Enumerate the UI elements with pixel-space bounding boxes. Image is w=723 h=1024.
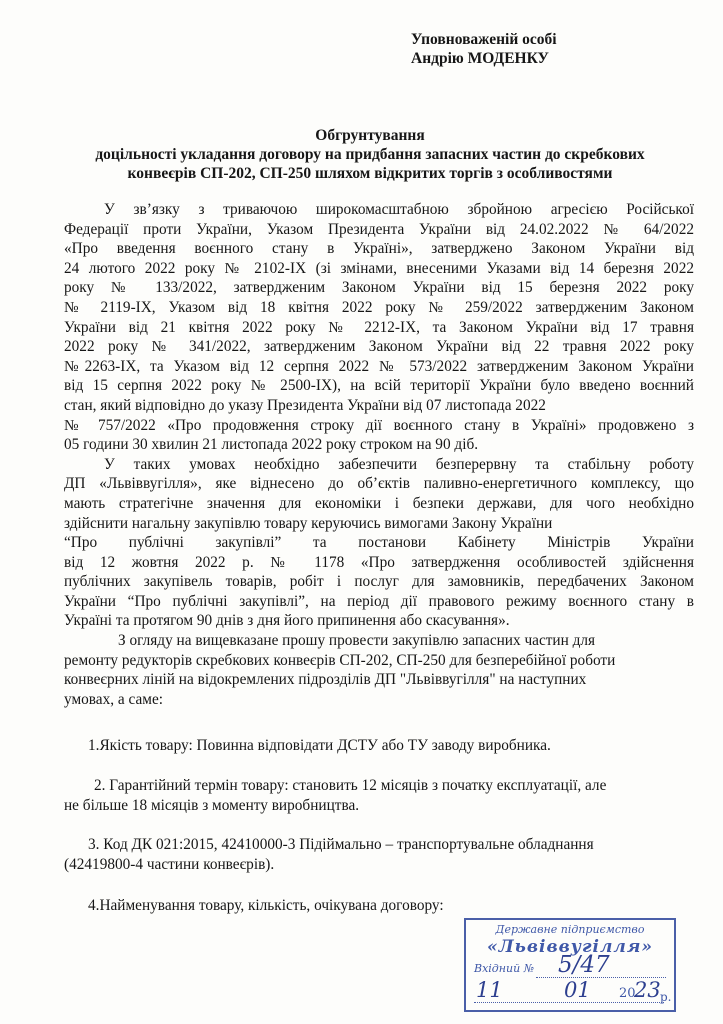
list-item-3 (64, 835, 694, 874)
addressee-name: Андрію МОДЕНКУ (411, 50, 549, 67)
paragraph-1-line: № 757/2022 «Про продовження строку дії воєнного стану в Україні» продовжено з (64, 416, 694, 434)
paragraph-3-line: ремонту редукторів скребкових конвеєрів СП-202, СП-250 для безперебійної роботи (64, 651, 616, 669)
stamp-year-suffix: р. (660, 990, 672, 1004)
paragraph-1-line: стан, який відповідно до указу Президента України від 07 листопада 2022 (64, 396, 546, 414)
stamp-date-day: 11 (476, 978, 503, 1002)
paragraph-1-line: «Про введення воєнного стану в Україні», затверджено Законом України від (64, 240, 694, 258)
item-2-line-1: 2. Гарантійний термін товару: становить 12 місяців з початку експлуатації, але (94, 777, 607, 794)
paragraph-1-line: № 2119-IX, Указом від 18 квітня 2022 року № 259/2022 затвердженим Законом (64, 298, 694, 316)
stamp-date-year: 23 (634, 978, 661, 1002)
item-3-line-2: (42419800-4 частини конвеєрів). (64, 855, 275, 873)
paragraph-1-line: від 15 серпня 2022 року № 2500-IX), на всій території України було введено воєнний (64, 377, 694, 395)
paragraph-2-line: здійснити нагальну закупівлю товару керуючись вимогами Закону України (64, 514, 553, 532)
paragraph-1-line: України від 21 квітня 2022 року № 2212-IX, та Законом України від 17 травня (64, 318, 694, 336)
paragraph-1-line: 05 години 30 хвилин 21 листопада 2022 року строком на 90 діб. (64, 436, 479, 454)
document-body (64, 200, 694, 709)
paragraph-1-line: 24 лютого 2022 року № 2102-IX (зі змінами, внесеними Указами від 14 березня 2022 (64, 259, 694, 277)
title-line-3: конвеєрів СП-202, СП-250 шляхом відкритих торгів з особливостями (127, 165, 613, 182)
paragraph-3-line: конвеєрних ліній на відокремлених підрозділів ДП "Львіввугілля" на наступних (64, 671, 587, 689)
title-line-1: Обгрунтування (315, 127, 425, 144)
paragraph-2-line: мають стратегічне значення для економіки і безпеки держави, для чого необхідно (64, 494, 694, 512)
paragraph-3 (64, 631, 694, 709)
stamp-incoming-number: 5/47 (558, 952, 610, 978)
item-2-line-2: не більше 18 місяців з моменту виробництва. (64, 796, 360, 814)
paragraph-1-line: Федерації проти України, Указом Президента України від 24.02.2022 № 64/2022 (64, 220, 694, 238)
paragraph-2-line: публічних закупівель товарів, робіт і послуг для замовників, передбачених Законом (64, 573, 694, 591)
paragraph-1-line: У зв’язку з триваючою широкомасштабною збройною агресією Російської (104, 201, 694, 218)
paragraph-2-line: ДП «Львіввугілля», яке віднесено до об’єктів паливно-енергетичного комплексу, що (64, 475, 694, 493)
stamp-org-name: «Львіввугілля» (486, 937, 654, 957)
paragraph-2-line: України “Про публічні закупівлі”, на період дії правового режиму воєнного стану в (64, 592, 694, 610)
stamp-date-year-prefix: 20 (619, 986, 636, 1001)
title-line-2: доцільності укладання договору на придбання запасних частин до скребкових (95, 146, 645, 163)
item-3-line-1: 3. Код ДК 021:2015, 42410000-3 Підіймально – транспортувальне обладнання (88, 836, 594, 853)
paragraph-1-line: 2022 року № 341/2022, затвердженим Законом України від 22 травня 2022 року (64, 338, 694, 356)
paragraph-2-line: У таких умовах необхідно забезпечити безперервну та стабільну роботу (104, 455, 694, 473)
stamp-date-underline (474, 1002, 664, 1003)
addressee-block (411, 30, 557, 68)
registration-stamp (464, 918, 676, 1012)
document-title (50, 126, 690, 183)
list-item-1 (64, 736, 694, 756)
paragraph-1-line: року № 133/2022, затвердженим Законом України від 15 березня 2022 року (64, 279, 694, 297)
stamp-incoming-label: Вхідний № (474, 962, 535, 975)
item-1-text: 1.Якість товару: Повинна відповідати ДСТУ або ТУ заводу виробника. (88, 737, 551, 754)
paragraph-3-line: умовах, а саме: (64, 690, 163, 708)
paragraph-3-line: З огляду на вищевказане прошу провести закупівлю запасних частин для (118, 632, 596, 650)
item-4-text: 4.Найменування товару, кількість, очікувана договору: (88, 897, 444, 914)
paragraph-1 (64, 200, 694, 455)
stamp-org-type: Державне підприємство (495, 923, 645, 936)
paragraph-2-line: “Про публічні закупівлі” та постанови Кабінету Міністрів України (64, 534, 694, 552)
paragraph-2-line: від 12 жовтня 2022 р. № 1178 «Про затвердження особливостей здійснення (64, 553, 694, 571)
paragraph-2 (64, 455, 694, 631)
paragraph-1-line: №2263-IX, та Указом від 12 серпня 2022 № 573/2022 затвердженим Законом України (64, 357, 694, 375)
list-item-4 (64, 896, 694, 916)
stamp-date-month: 01 (564, 978, 591, 1002)
addressee-position: Уповноваженій особі (411, 31, 557, 48)
list-item-2 (64, 776, 694, 815)
paragraph-2-line: Україні та протягом 90 днів з дня його припинення або скасування». (64, 612, 510, 630)
